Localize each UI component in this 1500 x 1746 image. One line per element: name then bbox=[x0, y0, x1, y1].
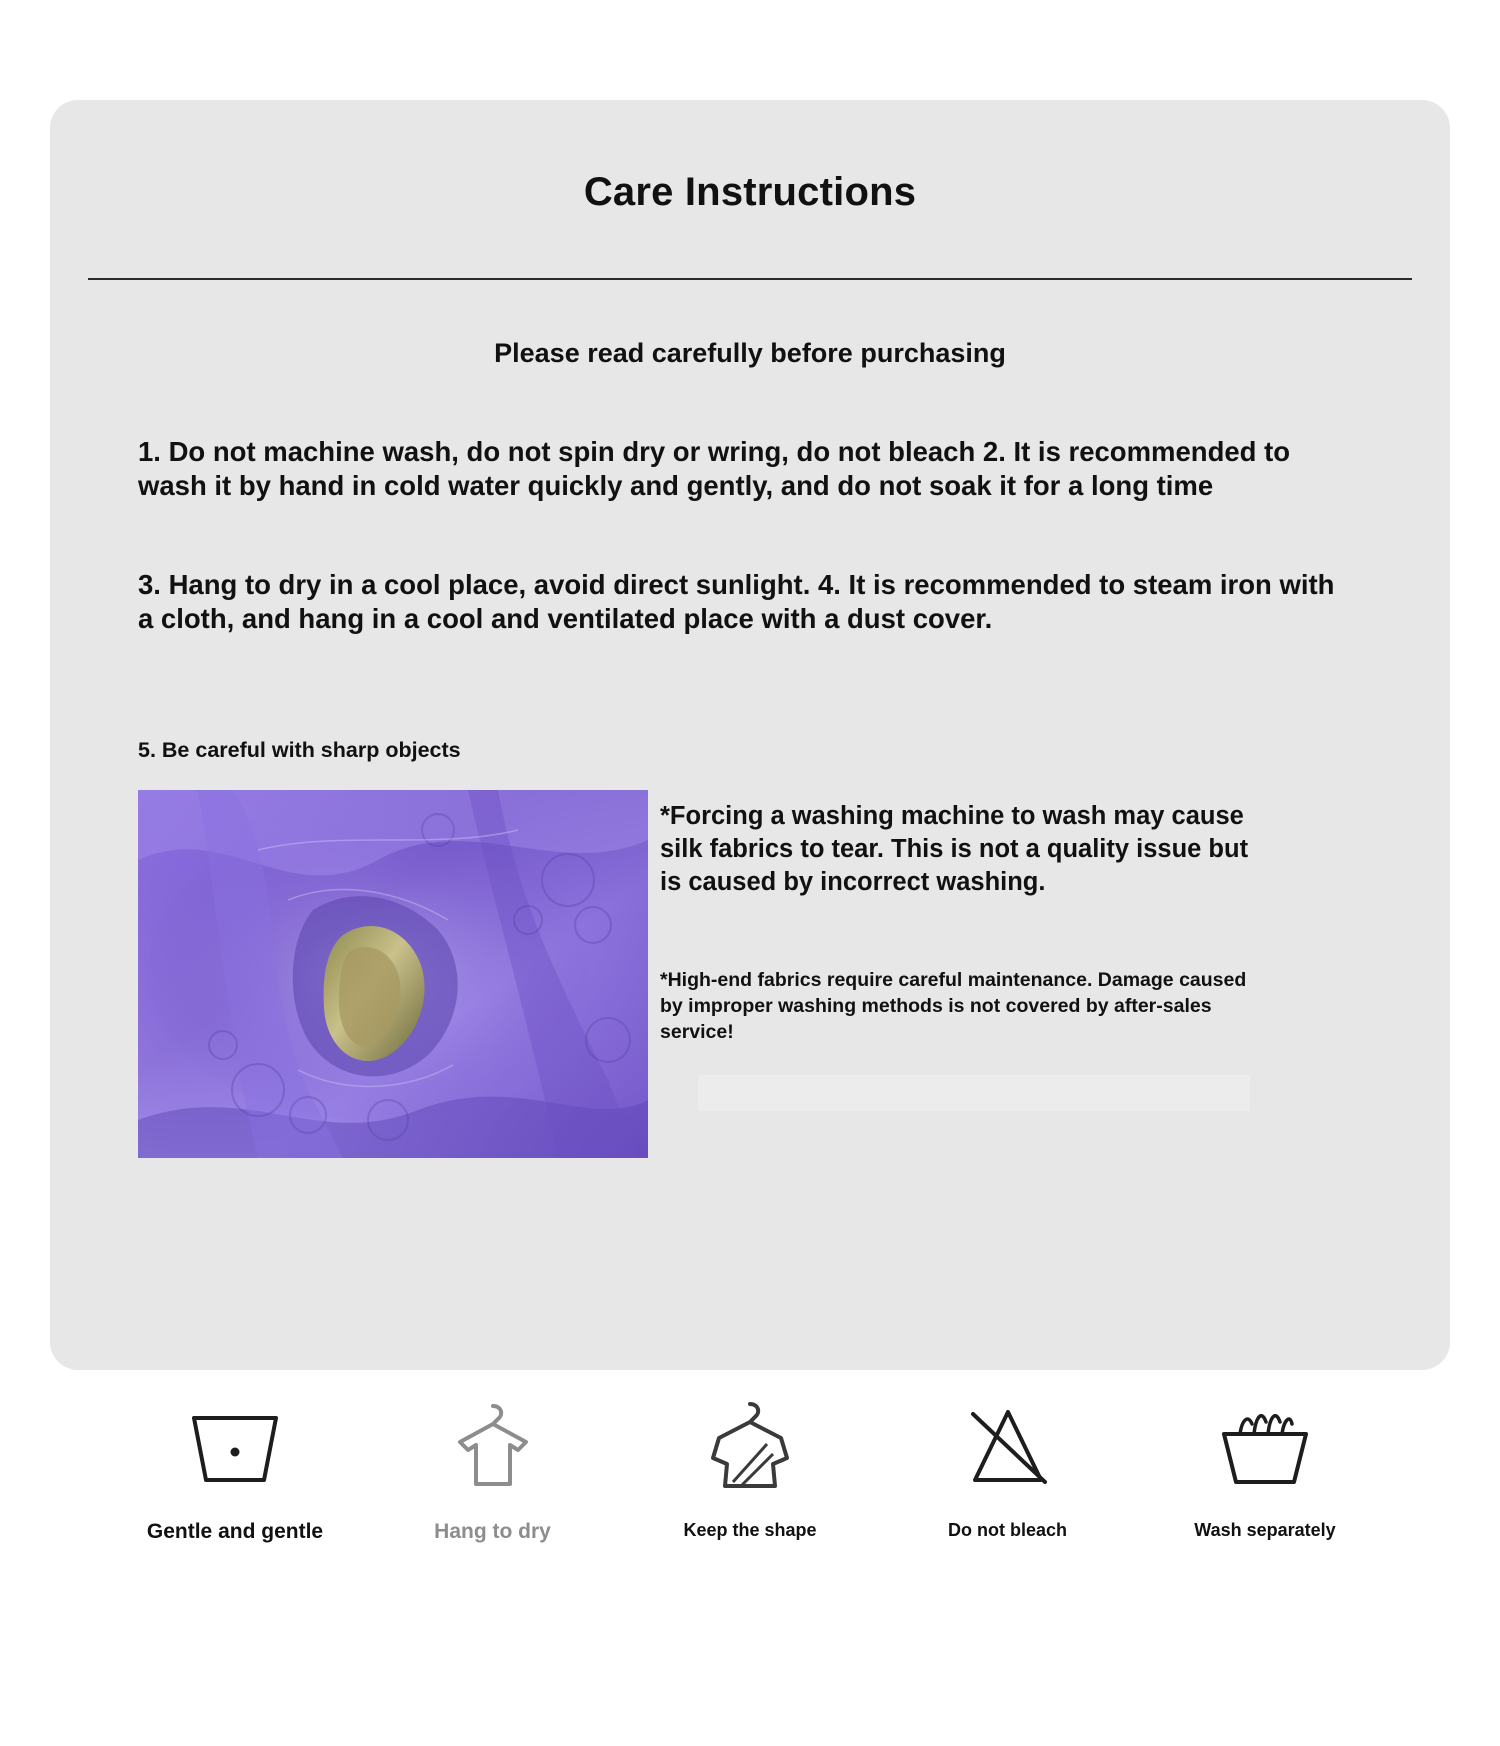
care-symbol-label: Gentle and gentle bbox=[146, 1520, 324, 1543]
care-symbol-gentle-wash bbox=[120, 1390, 350, 1544]
decorative-highlight-bar bbox=[698, 1075, 1250, 1111]
care-symbol-wash-separately bbox=[1150, 1390, 1380, 1541]
page-title: Care Instructions bbox=[583, 170, 917, 214]
care-symbol-label: Wash separately bbox=[1194, 1520, 1336, 1540]
care-paragraph-1: 1. Do not machine wash, do not spin dry or wring, do not bleach 2. It is recommended to wash it by hand in cold water quickly and gently, and do not soak it for a long time bbox=[138, 436, 1291, 501]
keep-the-shape-icon bbox=[695, 1390, 805, 1502]
care-paragraph-2: 3. Hang to dry in a cool place, avoid direct sunlight. 4. It is recommended to steam iron with a cloth, and hang in a cool and ventilated place with a dust cover. bbox=[138, 569, 1335, 634]
care-symbol-keep-shape bbox=[635, 1390, 865, 1541]
care-symbol-label: Keep the shape bbox=[683, 1520, 817, 1540]
subtitle: Please read carefully before purchasing bbox=[494, 338, 1006, 368]
warning-note-main: *Forcing a washing machine to wash may cause silk fabrics to tear. This is not a quality issue but is caused by incorrect washing. bbox=[660, 802, 1249, 897]
care-symbol-label: Hang to dry bbox=[434, 1520, 551, 1543]
care-symbol-do-not-bleach bbox=[893, 1390, 1123, 1541]
title-divider bbox=[88, 278, 1412, 280]
care-instructions-card bbox=[50, 100, 1450, 1370]
wash-separately-icon bbox=[1210, 1390, 1320, 1502]
care-paragraph-3: 5. Be careful with sharp objects bbox=[138, 738, 461, 762]
care-symbol-label: Do not bleach bbox=[947, 1520, 1067, 1540]
do-not-bleach-icon bbox=[953, 1390, 1063, 1502]
warning-note-sub: *High-end fabrics require careful maintenance. Damage caused by improper washing methods is not covered by after-sales service! bbox=[660, 969, 1247, 1043]
gentle-wash-icon bbox=[180, 1390, 290, 1502]
hang-to-dry-icon bbox=[438, 1390, 548, 1502]
care-symbol-hang-to-dry bbox=[378, 1390, 608, 1544]
care-symbols-row bbox=[50, 1390, 1450, 1590]
damaged-fabric-photo bbox=[138, 790, 648, 1158]
